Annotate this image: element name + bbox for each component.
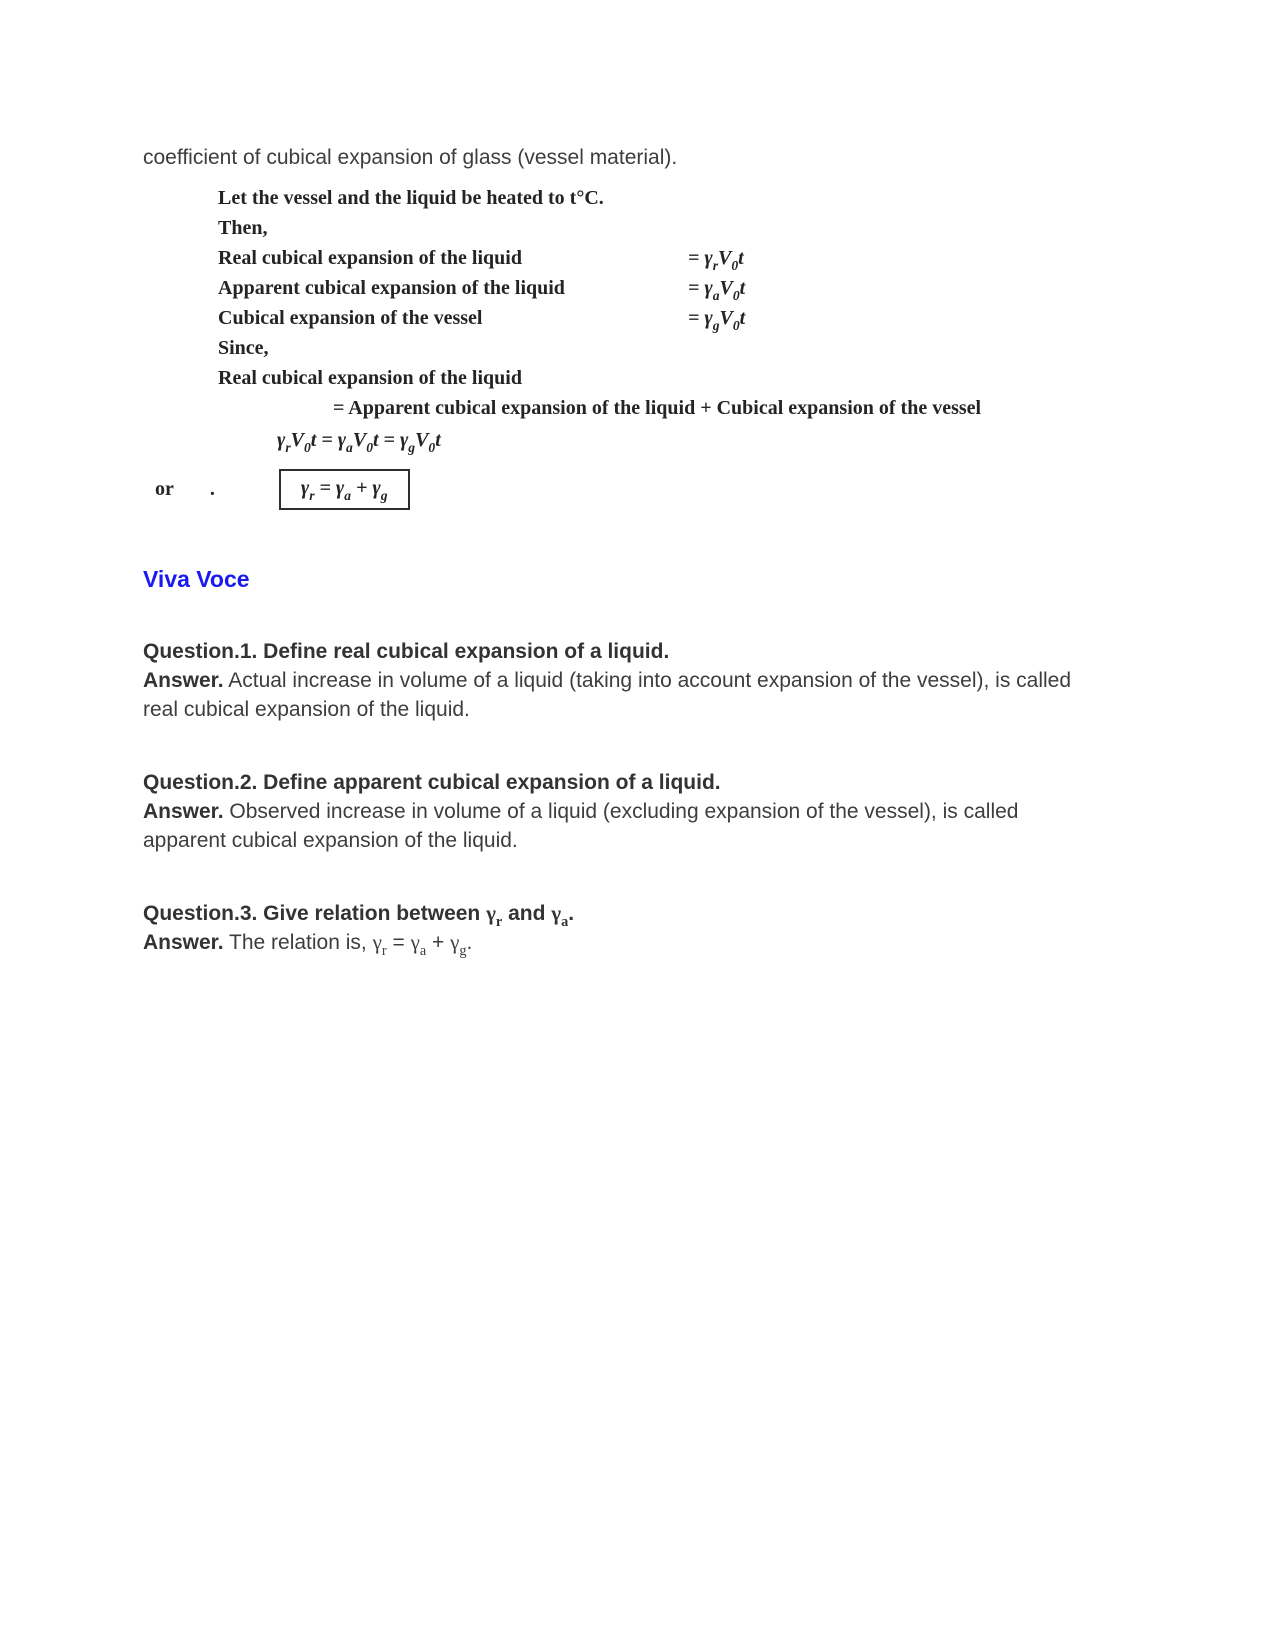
derivation-row-real xyxy=(218,243,1138,273)
answer-2-label: Answer. xyxy=(143,800,224,823)
row-label-vessel: Cubical expansion of the vessel xyxy=(218,307,483,329)
question-2-answer xyxy=(143,797,1091,855)
derivation-equation: $\gamma_rV_0t = \gamma_aV_0t = \gamma_gV_0t$ xyxy=(277,429,441,455)
derivation-real-line: Real cubical expansion of the liquid xyxy=(218,367,522,389)
question-1-title: Question.1. Define real cubical expansion of a liquid. xyxy=(143,640,670,663)
row-value-real: = $\gamma_rV_0t$ xyxy=(688,247,744,273)
question-2-title: Question.2. Define apparent cubical expansion of a liquid. xyxy=(143,771,721,794)
or-dot: . xyxy=(209,478,215,500)
derivation-row-vessel xyxy=(218,303,1138,333)
answer-2-text: Observed increase in volume of a liquid (excluding expansion of the vessel), is called apparent cubical expansion of the liquid. xyxy=(143,800,1019,852)
derivation-sum-line: = Apparent cubical expansion of the liquid + Cubical expansion of the vessel xyxy=(333,397,982,419)
answer-1-text: Actual increase in volume of a liquid (taking into account expansion of the vessel), is called real cubical expansion of the liquid. xyxy=(143,669,1072,721)
page-content xyxy=(143,145,1138,960)
boxed-result-formula: $\gamma_r = \gamma_a + \gamma_g$ xyxy=(279,469,410,510)
viva-voce-heading: Viva Voce xyxy=(143,566,250,592)
derivation-row-apparent xyxy=(218,273,1138,303)
or-label: or xyxy=(155,478,174,500)
row-value-vessel: = $\gamma_gV_0t$ xyxy=(688,307,746,333)
question-3-block xyxy=(143,899,1091,960)
answer-3-text: The relation is, $\gamma_r = \gamma_a + \gamma_g$. xyxy=(223,930,473,960)
answer-1-label: Answer. xyxy=(143,669,224,692)
question-3-answer xyxy=(143,928,1091,960)
row-value-apparent: = $\gamma_aV_0t$ xyxy=(688,277,746,303)
question-1-block xyxy=(143,637,1091,724)
derivation-then-line: Then, xyxy=(218,217,268,239)
question-2-block xyxy=(143,768,1091,855)
question-1-answer xyxy=(143,666,1091,724)
derivation-since-line: Since, xyxy=(218,337,269,359)
row-label-apparent: Apparent cubical expansion of the liquid xyxy=(218,277,565,299)
derivation-block xyxy=(218,183,1138,455)
intro-line: coefficient of cubical expansion of glass (vessel material). xyxy=(143,146,678,169)
row-label-real: Real cubical expansion of the liquid xyxy=(218,247,522,269)
answer-3-label: Answer. xyxy=(143,931,224,954)
or-line xyxy=(155,469,1138,510)
derivation-heated-line: Let the vessel and the liquid be heated to t°C. xyxy=(218,187,604,209)
question-3-title: Question.3. Give relation between $\gamma_r$ and $\gamma_a$. xyxy=(143,901,575,931)
